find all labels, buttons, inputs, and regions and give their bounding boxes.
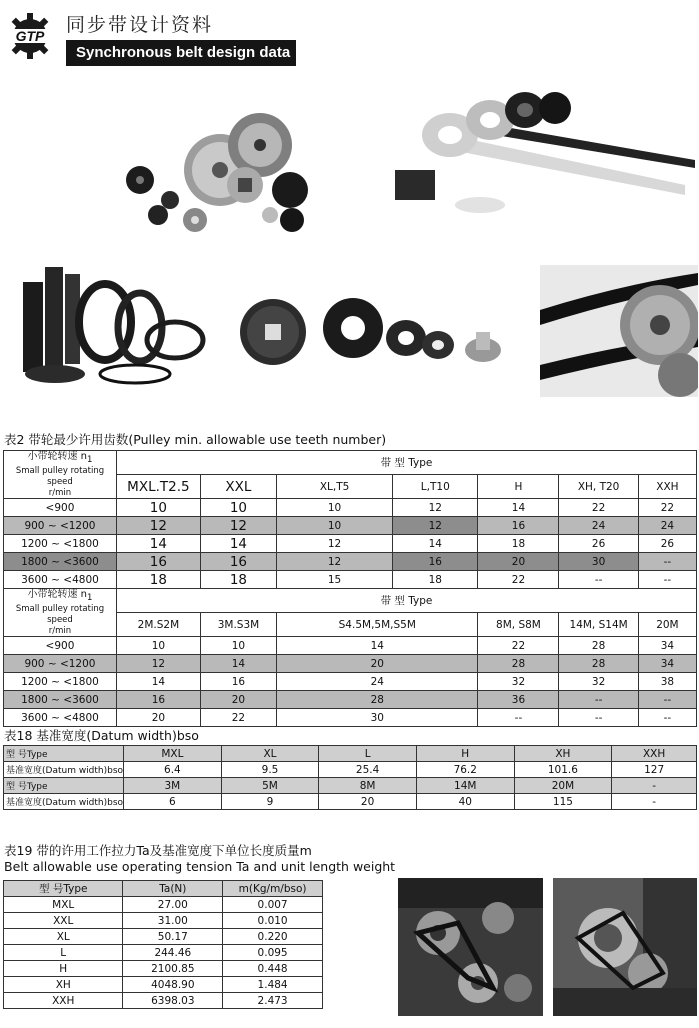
t2-type: 20M [638,613,696,637]
t2-type: S4.5M,5M,S5M [277,613,478,637]
table-row: MXL 27.00 0.007 [4,897,323,913]
t2-type: XXL [200,475,276,499]
table-row: XL 50.17 0.220 [4,929,323,945]
t2-type: MXL.T2.5 [116,475,200,499]
photo-pulleys-assorted [100,95,330,245]
table-row: 型 号Type MXL XL L H XH XXH [4,746,697,762]
table-row: 900 ~ <1200 12 14 20 28 28 34 [4,655,697,673]
table-row: XXL 31.00 0.010 [4,913,323,929]
photo-belts-rolls [385,90,695,215]
t2-row-header-2: 小带轮转速 $n_1$ Small pulley rotating speed r/min [4,589,117,637]
table2-caption: 表2 带轮最少许用齿数(Pulley min. allowable use teeth number) [4,432,387,447]
table-row: 1200 ~ <1800 14 14 12 14 18 26 26 [4,535,697,553]
table-row: 3600 ~ <4800 18 18 15 18 22 -- -- [4,571,697,589]
t2-type-header-2: 带 型 Type [116,589,696,613]
photo-machine-drive-2 [553,878,697,1016]
table-row: XH 4048.90 1.484 [4,977,323,993]
table-row: 1800 ~ <3600 16 20 28 36 -- -- [4,691,697,709]
table2-pulley-min-teeth [3,450,697,727]
t2-type: XH, T20 [559,475,638,499]
table-row: L 244.46 0.095 [4,945,323,961]
t2-type: 14M, S14M [559,613,638,637]
t2-row-header: 小带轮转速 $n_1$ Small pulley rotating speed r/min [4,451,117,499]
table-row: 3600 ~ <4800 20 22 30 -- -- -- [4,709,697,727]
t2-type: L,T10 [393,475,478,499]
table-row: 1200 ~ <1800 14 16 24 32 32 38 [4,673,697,691]
table18-datum-width [3,745,697,810]
table-row: <900 10 10 14 22 28 34 [4,637,697,655]
t2-type-header: 带 型 Type [116,451,696,475]
table19-caption-en: Belt allowable use operating tension Ta and unit length weight [4,859,396,874]
t2-type: 2M.S2M [116,613,200,637]
t2-type: 8M, S8M [478,613,559,637]
table19-caption-cn: 表19 带的许用工作拉力Ta及基准宽度下单位长度质量m [4,843,312,858]
table-row: H 2100.85 0.448 [4,961,323,977]
logo-text: GTP [15,28,45,44]
table-row: 型 号Type 3M 5M 8M 14M 20M - [4,778,697,794]
photo-pulley-bushings [238,290,518,375]
t2-type: XXH [638,475,696,499]
t2-type: 3M.S3M [200,613,276,637]
table-row: <900 10 10 10 12 14 22 22 [4,499,697,517]
table-row: 基准宽度(Datum width)bso 6 9 20 40 115 - [4,794,697,810]
table-header-row: 型 号Type Ta(N) m(Kg/m/bso) [4,881,323,897]
table-row: XXH 6398.03 2.473 [4,993,323,1009]
table-row: 基准宽度(Datum width)bso 6.4 9.5 25.4 76.2 101.6 127 [4,762,697,778]
t2-type: H [478,475,559,499]
table19-tension-weight [3,880,323,1009]
page-title-cn: 同步带设计资料 [66,14,214,36]
photo-belt-drive [540,265,698,397]
photo-belts-black [15,262,215,392]
table-row: 1800 ~ <3600 16 16 12 16 20 30 -- [4,553,697,571]
table-row: 900 ~ <1200 12 12 10 12 16 24 24 [4,517,697,535]
gtp-logo [6,12,54,60]
table18-caption: 表18 基准宽度(Datum width)bso [4,728,199,743]
photo-machine-drive-1 [398,878,543,1016]
t2-type: XL,T5 [277,475,393,499]
page-title-en: Synchronous belt design data [66,40,296,66]
